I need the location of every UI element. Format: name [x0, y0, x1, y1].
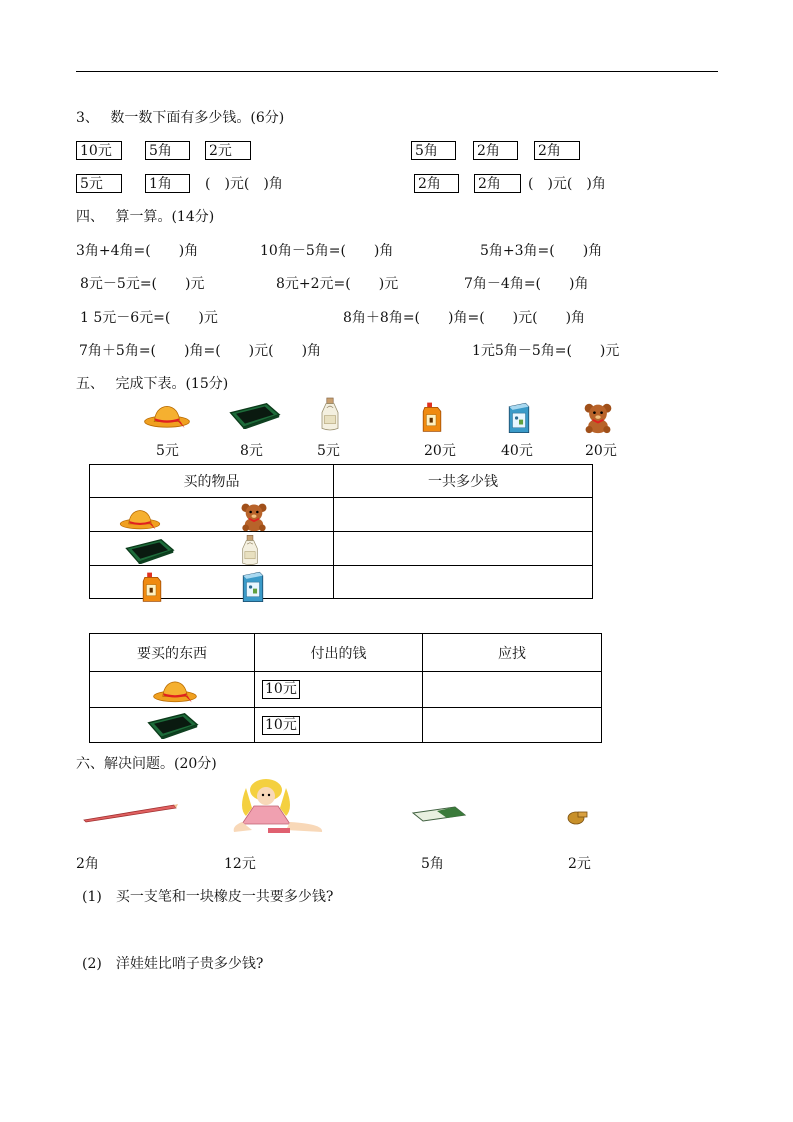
answer-blank: ( )元( )角 — [528, 176, 606, 192]
problem: 1 5元－6元=( )元 — [80, 310, 218, 326]
table-header: 应找 — [423, 634, 602, 672]
question: (1) 买一支笔和一块橡皮一共要多少钱? — [82, 889, 334, 905]
bottle-icon — [318, 395, 342, 433]
section6-title: 六、解决问题。(20分) — [76, 756, 217, 772]
whistle-icon — [566, 809, 588, 825]
problem: 7角＋5角=( )角=( )元( )角 — [79, 343, 322, 359]
table-row — [90, 708, 602, 743]
price-label: 2角 — [76, 856, 99, 872]
answer-cell[interactable] — [423, 672, 602, 708]
table-header: 要买的东西 — [90, 634, 255, 672]
section4-title: 四、 算一算。(14分) — [76, 209, 215, 225]
price-label: 5元 — [156, 443, 179, 459]
table-header: 一共多少钱 — [334, 465, 593, 498]
table-header: 付出的钱 — [255, 634, 423, 672]
doll-icon — [228, 778, 328, 836]
bottle-icon — [239, 533, 261, 567]
price-label: 20元 — [585, 443, 617, 459]
money-box: 2元 — [205, 141, 251, 160]
hat-icon — [143, 402, 191, 430]
money-box: 2角 — [474, 174, 521, 193]
money-box: 5角 — [411, 141, 456, 160]
price-label: 5角 — [421, 856, 444, 872]
paid-amount: 10元 — [262, 716, 300, 735]
problem: 1元5角－5角=( )元 — [472, 343, 620, 359]
section5-title: 五、 完成下表。(15分) — [76, 376, 229, 392]
table-header: 买的物品 — [90, 465, 334, 498]
blackboard-icon — [227, 402, 281, 429]
milk-carton-icon — [506, 401, 532, 435]
price-label: 40元 — [501, 443, 533, 459]
teddy-bear-icon — [582, 402, 614, 434]
hat-icon — [151, 678, 199, 704]
pencil-icon — [82, 800, 178, 824]
hat-icon — [118, 507, 162, 531]
milk-carton-icon — [240, 570, 266, 604]
paid-amount: 10元 — [262, 680, 300, 699]
answer-cell[interactable] — [334, 498, 593, 532]
juice-box-icon — [140, 570, 164, 604]
price-label: 2元 — [568, 856, 591, 872]
problem: 8元+2元=( )元 — [276, 276, 399, 292]
blackboard-icon — [145, 712, 199, 739]
problem: 8角＋8角=( )角=( )元( )角 — [343, 310, 586, 326]
answer-blank: ( )元( )角 — [205, 176, 283, 192]
answer-cell[interactable] — [334, 532, 593, 566]
purchase-total-table — [89, 464, 593, 599]
price-label: 12元 — [224, 856, 256, 872]
change-table — [89, 633, 602, 743]
problem: 8元－5元=( )元 — [80, 276, 205, 292]
price-label: 8元 — [240, 443, 263, 459]
money-box: 5角 — [145, 141, 190, 160]
section3-title: 3、 数一数下面有多少钱。(6分) — [76, 110, 285, 126]
header-rule — [76, 71, 718, 72]
answer-cell[interactable] — [423, 708, 602, 743]
money-box: 1角 — [145, 174, 190, 193]
money-box: 2角 — [534, 141, 580, 160]
table-row — [90, 498, 593, 532]
teddy-bear-icon — [239, 502, 269, 532]
table-row — [90, 532, 593, 566]
price-label: 20元 — [424, 443, 456, 459]
money-box: 2角 — [473, 141, 518, 160]
price-label: 5元 — [317, 443, 340, 459]
table-row — [90, 566, 593, 599]
juice-box-icon — [420, 400, 444, 434]
answer-cell[interactable] — [334, 566, 593, 599]
money-box: 5元 — [76, 174, 122, 193]
money-box: 2角 — [414, 174, 459, 193]
question: (2) 洋娃娃比哨子贵多少钱? — [82, 956, 264, 972]
money-box: 10元 — [76, 141, 122, 160]
blackboard-icon — [123, 538, 175, 564]
table-row — [90, 672, 602, 708]
problem: 7角－4角=( )角 — [464, 276, 589, 292]
eraser-icon — [411, 805, 467, 823]
problem: 5角+3角=( )角 — [480, 243, 603, 259]
problem: 3角+4角=( )角 — [76, 243, 199, 259]
problem: 10角－5角=( )角 — [260, 243, 394, 259]
